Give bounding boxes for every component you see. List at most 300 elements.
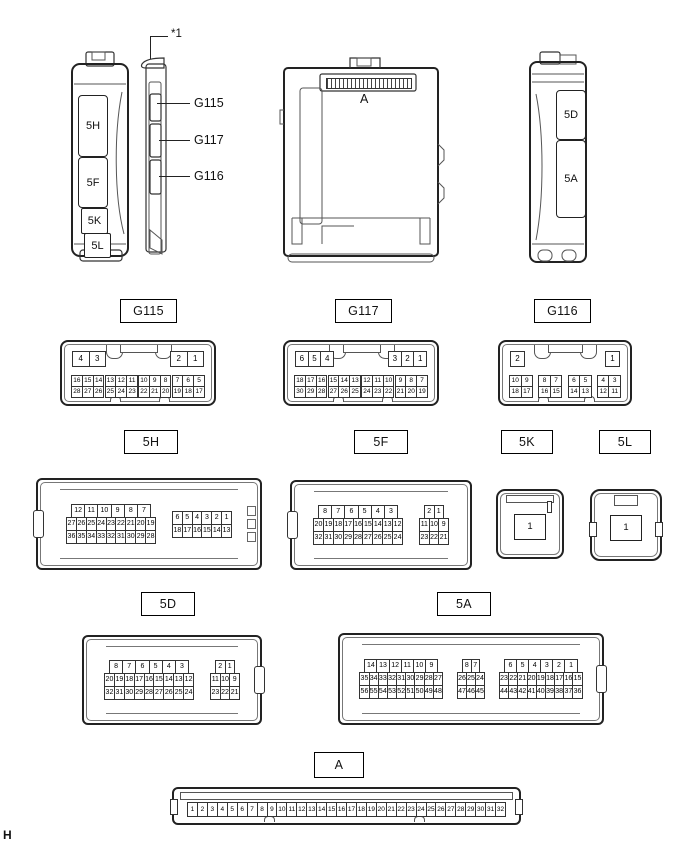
tag-g116 [534, 299, 591, 323]
pin-12: 12 [115, 375, 127, 387]
pin-row [510, 351, 525, 367]
pin-row [172, 511, 232, 525]
pin-6: 6 [135, 660, 149, 674]
pin-18: 18 [356, 802, 367, 817]
pin-block [172, 511, 232, 538]
pin-5: 5 [227, 802, 238, 817]
pin-4: 4 [320, 351, 334, 367]
pin-row [419, 531, 449, 545]
tag-g116-text: G116 [547, 304, 578, 318]
pin-strip-hatch [326, 78, 412, 89]
pin-block [210, 660, 240, 700]
pin-5: 5 [308, 351, 322, 367]
pin-16: 16 [353, 518, 364, 532]
a-top-bar [180, 792, 513, 800]
pin-21: 21 [438, 531, 449, 545]
pin-25: 25 [466, 672, 476, 686]
pin-34: 34 [369, 672, 379, 686]
pin-4: 4 [371, 505, 385, 519]
5l-left-notch [589, 522, 597, 537]
pin-27: 27 [328, 386, 340, 398]
5k-pin-1: 1 [514, 514, 546, 540]
pin-11: 11 [210, 673, 221, 687]
pin-9: 9 [149, 375, 161, 387]
pin-33: 33 [378, 672, 388, 686]
pin-32: 32 [313, 531, 324, 545]
pin-2: 2 [401, 351, 415, 367]
pin-8: 8 [257, 802, 268, 817]
pin-9: 9 [521, 375, 534, 387]
pin-9: 9 [395, 375, 407, 387]
pin-8: 8 [318, 505, 332, 519]
pin-13: 13 [579, 386, 592, 398]
pin-41: 41 [527, 685, 537, 699]
pin-1: 1 [605, 351, 620, 367]
footer-letter: H [3, 828, 12, 842]
pin-3: 3 [207, 802, 218, 817]
pin-block [499, 659, 583, 699]
pin-45: 45 [475, 685, 485, 699]
pin-53: 53 [387, 685, 397, 699]
pin-27: 27 [362, 531, 373, 545]
pin-block [509, 375, 533, 398]
tag-5h [124, 430, 178, 454]
pin-31: 31 [396, 672, 406, 686]
pin-49: 49 [424, 685, 434, 699]
pin-16: 16 [538, 386, 551, 398]
pin-3: 3 [201, 511, 212, 525]
pin-3: 3 [540, 659, 553, 673]
pin-12: 12 [183, 673, 194, 687]
pin-17: 17 [182, 524, 193, 538]
pin-22: 22 [115, 517, 126, 531]
pin-row [395, 386, 429, 398]
pin-13: 13 [349, 375, 361, 387]
pin-11: 11 [608, 386, 621, 398]
pin-14: 14 [211, 524, 222, 538]
pin-row [509, 386, 533, 398]
pin-55: 55 [369, 685, 379, 699]
pin-block [138, 375, 172, 398]
connector-5h [36, 478, 262, 570]
pin-11: 11 [401, 659, 414, 673]
pin-block [359, 659, 443, 699]
pin-row [424, 505, 444, 519]
pin-10: 10 [276, 802, 287, 817]
pin-row [172, 524, 232, 538]
pin-row [71, 504, 151, 518]
pin-12: 12 [597, 386, 610, 398]
pin-10: 10 [383, 375, 395, 387]
5l-top-tab [614, 495, 638, 506]
pin-row [538, 386, 562, 398]
pin-23: 23 [372, 386, 384, 398]
pin-5: 5 [193, 375, 205, 387]
pin-19: 19 [536, 672, 546, 686]
connector-a [172, 787, 521, 825]
slot-5k-label: 5K [87, 215, 102, 227]
pin-block [172, 375, 206, 398]
pin-15: 15 [328, 375, 340, 387]
tag-5f [354, 430, 408, 454]
pin-row [170, 351, 204, 367]
pin-7: 7 [247, 802, 258, 817]
pin-row [294, 386, 328, 398]
5k-lock-pin [547, 501, 552, 513]
pin-16: 16 [192, 524, 203, 538]
pin-block [568, 375, 592, 398]
pin-block [510, 351, 525, 367]
pin-9: 9 [267, 802, 278, 817]
slot-5f-label: 5F [86, 176, 100, 189]
5a-pins [340, 635, 602, 723]
pin-28: 28 [353, 531, 364, 545]
g117-callout: G117 [194, 133, 224, 147]
pin-52: 52 [396, 685, 406, 699]
pin-25: 25 [86, 517, 97, 531]
pin-13: 13 [105, 375, 117, 387]
pin-1: 1 [225, 660, 236, 674]
tag-5a-text: 5A [456, 597, 472, 611]
pin-2: 2 [197, 802, 208, 817]
pin-22: 22 [508, 672, 518, 686]
pin-31: 31 [485, 802, 496, 817]
slot-5d-label: 5D [563, 109, 579, 121]
pin-15: 15 [572, 672, 582, 686]
pin-23: 23 [106, 517, 117, 531]
pin-7: 7 [550, 375, 563, 387]
slot-5d [556, 90, 586, 140]
pin-32: 32 [106, 530, 117, 544]
pin-27: 27 [153, 686, 164, 700]
pin-block [294, 375, 328, 398]
slot-5l-label: 5L [91, 239, 104, 252]
pin-row [504, 659, 578, 673]
pin-3: 3 [175, 660, 189, 674]
pin-23: 23 [210, 686, 221, 700]
tag-g115-text: G115 [133, 304, 164, 318]
pin-11: 11 [84, 504, 98, 518]
pin-29: 29 [134, 686, 145, 700]
pin-row [313, 518, 403, 532]
pin-4: 4 [597, 375, 610, 387]
slot-5h-label: 5H [85, 120, 101, 132]
pin-31: 31 [114, 686, 125, 700]
pin-block [361, 375, 395, 398]
slot-5a-label: 5A [564, 173, 578, 185]
pin-50: 50 [414, 685, 424, 699]
pin-row [215, 660, 235, 674]
pin-11: 11 [126, 375, 138, 387]
pin-5: 5 [579, 375, 592, 387]
tag-5a [437, 592, 491, 616]
tag-5d-text: 5D [159, 597, 177, 611]
pin-6: 6 [172, 511, 183, 525]
pin-20: 20 [313, 518, 324, 532]
pin-19: 19 [416, 386, 428, 398]
pin-row [210, 686, 240, 700]
pin-row [104, 673, 194, 687]
pin-30: 30 [333, 531, 344, 545]
pin-row [138, 386, 172, 398]
pin-24: 24 [361, 386, 373, 398]
pin-30: 30 [125, 530, 136, 544]
slot-5l [84, 233, 111, 258]
pin-row [499, 685, 583, 699]
pin-21: 21 [395, 386, 407, 398]
pin-row [462, 659, 480, 673]
pin-28: 28 [144, 686, 155, 700]
pin-6: 6 [568, 375, 581, 387]
pin-25: 25 [382, 531, 393, 545]
pin-15: 15 [201, 524, 212, 538]
pin-15: 15 [362, 518, 373, 532]
pin-12: 12 [389, 659, 402, 673]
pin-21: 21 [229, 686, 240, 700]
pin-row [457, 672, 485, 686]
pin-29: 29 [414, 672, 424, 686]
pin-26: 26 [163, 686, 174, 700]
pin-5: 5 [516, 659, 529, 673]
pin-40: 40 [536, 685, 546, 699]
pin-24: 24 [115, 386, 127, 398]
pin-10: 10 [429, 518, 440, 532]
pin-row [388, 351, 427, 367]
pin-4: 4 [192, 511, 203, 525]
pin-24: 24 [96, 517, 107, 531]
pin-row [457, 685, 485, 699]
pin-row [172, 386, 206, 398]
a-left-end-tab [170, 799, 178, 815]
pin-row [313, 531, 403, 545]
pin-29: 29 [465, 802, 476, 817]
pin-8: 8 [124, 504, 138, 518]
pin-14: 14 [338, 375, 350, 387]
pin-4: 4 [217, 802, 228, 817]
pin-2: 2 [215, 660, 226, 674]
pin-block [395, 375, 429, 398]
pin-24: 24 [416, 802, 427, 817]
pin-31: 31 [323, 531, 334, 545]
g116-callout: G116 [194, 169, 224, 183]
pin-9: 9 [111, 504, 125, 518]
pin-row [361, 386, 395, 398]
pin-26: 26 [372, 531, 383, 545]
pin-row [597, 386, 621, 398]
pin-3: 3 [608, 375, 621, 387]
connector-g117 [283, 340, 439, 406]
pin-30: 30 [475, 802, 486, 817]
pin-18: 18 [294, 375, 306, 387]
pin-row [359, 672, 443, 686]
pin-22: 22 [383, 386, 395, 398]
pin-7: 7 [122, 660, 136, 674]
tag-5d [141, 592, 195, 616]
tag-a [314, 752, 364, 778]
connector-5d [82, 635, 262, 725]
pin-block [605, 351, 620, 367]
pin-7: 7 [172, 375, 184, 387]
pin-19: 19 [323, 518, 334, 532]
pin-block [66, 504, 156, 544]
pin-12: 12 [71, 504, 85, 518]
front-connector-label: A [360, 92, 369, 106]
pin-21: 21 [517, 672, 527, 686]
pin-13: 13 [173, 673, 184, 687]
g116-callout-line [159, 176, 190, 177]
pin-27: 27 [433, 672, 443, 686]
tag-5l-text: 5L [617, 435, 633, 449]
pin-7: 7 [471, 659, 480, 673]
pin-8: 8 [160, 375, 172, 387]
pin-1: 1 [187, 351, 205, 367]
pin-17: 17 [346, 802, 357, 817]
connector-5f [290, 480, 472, 570]
pin-2: 2 [510, 351, 525, 367]
pin-10: 10 [97, 504, 111, 518]
pin-27: 27 [82, 386, 94, 398]
pin-19: 19 [172, 386, 184, 398]
pin-11: 11 [286, 802, 297, 817]
pin-row [568, 386, 592, 398]
tag-5l [599, 430, 651, 454]
pin-6: 6 [182, 375, 194, 387]
pin-block [170, 351, 204, 367]
pin-46: 46 [466, 685, 476, 699]
pin-6: 6 [344, 505, 358, 519]
pin-14: 14 [93, 375, 105, 387]
pin-11: 11 [419, 518, 430, 532]
pin-44: 44 [499, 685, 509, 699]
pin-26: 26 [457, 672, 467, 686]
g116-bottom-pins [509, 375, 621, 398]
tag-5h-text: 5H [142, 435, 160, 449]
pin-7: 7 [137, 504, 151, 518]
pin-21: 21 [125, 517, 136, 531]
connector-g116 [498, 340, 632, 406]
pin-12: 12 [296, 802, 307, 817]
pin-13: 13 [376, 659, 389, 673]
connector-g115 [60, 340, 216, 406]
pin-row [66, 530, 156, 544]
pin-4: 4 [72, 351, 90, 367]
5h-pins [38, 480, 260, 568]
pin-18: 18 [509, 386, 522, 398]
g117-top-pins [295, 351, 427, 367]
pin-14: 14 [568, 386, 581, 398]
pin-row [72, 351, 106, 367]
pin-7: 7 [416, 375, 428, 387]
pin-row [364, 659, 438, 673]
pin-27: 27 [445, 802, 456, 817]
bracket-side-view [128, 30, 192, 268]
pin-17: 17 [305, 375, 317, 387]
pin-8: 8 [109, 660, 123, 674]
pin-26: 26 [435, 802, 446, 817]
note-callout-line-v [150, 36, 151, 59]
pin-15: 15 [326, 802, 337, 817]
pin-20: 20 [405, 386, 417, 398]
pin-22: 22 [429, 531, 440, 545]
pin-17: 17 [343, 518, 354, 532]
pin-1: 1 [564, 659, 577, 673]
pin-32: 32 [104, 686, 115, 700]
pin-16: 16 [316, 375, 328, 387]
pin-24: 24 [475, 672, 485, 686]
pin-10: 10 [220, 673, 231, 687]
pin-1: 1 [221, 511, 232, 525]
5l-right-notch [655, 522, 663, 537]
pin-21: 21 [386, 802, 397, 817]
tag-5k-text: 5K [519, 435, 535, 449]
pin-10: 10 [138, 375, 150, 387]
pin-8: 8 [405, 375, 417, 387]
pin-23: 23 [419, 531, 430, 545]
5l-pin-1: 1 [610, 515, 642, 541]
pin-2: 2 [424, 505, 435, 519]
5f-pins [292, 482, 470, 568]
pin-25: 25 [349, 386, 361, 398]
pin-20: 20 [527, 672, 537, 686]
pin-2: 2 [170, 351, 188, 367]
pin-27: 27 [66, 517, 77, 531]
pin-28: 28 [424, 672, 434, 686]
pin-block [105, 375, 139, 398]
pin-43: 43 [508, 685, 518, 699]
pin-3: 3 [388, 351, 402, 367]
tag-g117-text: G117 [348, 304, 379, 318]
g115-callout: G115 [194, 96, 224, 110]
pin-block [457, 659, 485, 699]
pin-16: 16 [144, 673, 155, 687]
pin-10: 10 [509, 375, 522, 387]
pin-7: 7 [331, 505, 345, 519]
pin-2: 2 [552, 659, 565, 673]
pin-33: 33 [96, 530, 107, 544]
pin-38: 38 [554, 685, 564, 699]
pin-14: 14 [316, 802, 327, 817]
pin-row [105, 386, 139, 398]
pin-22: 22 [396, 802, 407, 817]
tag-g115 [120, 299, 177, 323]
pin-14: 14 [364, 659, 377, 673]
pin-39: 39 [545, 685, 555, 699]
pin-6: 6 [237, 802, 248, 817]
pin-20: 20 [376, 802, 387, 817]
pin-6: 6 [504, 659, 517, 673]
pin-25: 25 [173, 686, 184, 700]
pin-4: 4 [162, 660, 176, 674]
pin-20: 20 [160, 386, 172, 398]
pin-35: 35 [359, 672, 369, 686]
pin-15: 15 [153, 673, 164, 687]
pin-block [328, 375, 362, 398]
tag-5k [501, 430, 553, 454]
slot-5a [556, 140, 586, 218]
5d-pins [84, 637, 260, 723]
pin-24: 24 [392, 531, 403, 545]
pin-17: 17 [521, 386, 534, 398]
pin-row [318, 505, 398, 519]
pin-2: 2 [211, 511, 222, 525]
g115-bottom-pins [71, 375, 205, 398]
pin-13: 13 [221, 524, 232, 538]
pin-18: 18 [124, 673, 135, 687]
pin-block [104, 660, 194, 700]
pin-48: 48 [433, 685, 443, 699]
pin-13: 13 [306, 802, 317, 817]
pin-32: 32 [495, 802, 506, 817]
